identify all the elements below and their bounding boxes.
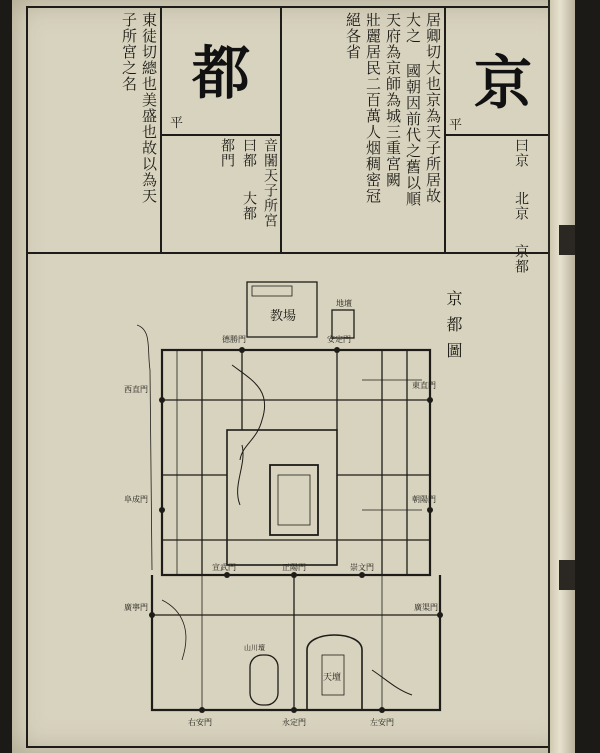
label-anding-gate: 安定門 bbox=[327, 335, 351, 344]
label-yongding-gate: 永定門 bbox=[282, 718, 306, 727]
left-headword-rule bbox=[160, 134, 280, 136]
entry-divider bbox=[280, 6, 282, 252]
reading-left-3: 都門 bbox=[219, 138, 235, 168]
label-dongzhi-gate: 東直門 bbox=[412, 381, 436, 390]
label-guangqu-gate: 廣渠門 bbox=[414, 603, 438, 612]
header-bottom-rule bbox=[26, 252, 575, 254]
map-title: 京都圖 bbox=[444, 290, 463, 368]
label-guangning-gate: 廣寧門 bbox=[124, 603, 148, 612]
label-zhengyang-gate: 正陽門 bbox=[282, 563, 306, 572]
label-temple-heaven: 天壇 bbox=[323, 673, 342, 683]
label-drill-ground: 教場 bbox=[270, 309, 297, 324]
label-zuoan-gate: 左安門 bbox=[370, 718, 394, 727]
definition-right-1: 居卿切大也京為天子所居故 bbox=[424, 12, 442, 204]
label-fucheng-gate: 阜成門 bbox=[124, 495, 148, 504]
definition-right-2: 大之 國朝因前代之舊以順 bbox=[404, 12, 422, 207]
book-spine bbox=[548, 0, 575, 753]
definition-right-5: 絕各省 bbox=[344, 12, 362, 60]
headword-jing: 京 bbox=[474, 49, 535, 117]
label-temple-agriculture: 山川壇 bbox=[244, 644, 265, 652]
reading-left-2: 曰都 大都 bbox=[241, 138, 257, 221]
definition-left-1: 東徒切總也美盛也故以為天 bbox=[140, 12, 158, 204]
label-xizhi-gate: 西直門 bbox=[124, 385, 148, 394]
reading-left-1: 音闍天子所宮 bbox=[262, 138, 278, 228]
label-youan-gate: 右安門 bbox=[188, 718, 212, 727]
forbidden-city bbox=[270, 465, 318, 535]
definition-left-2: 子所宮之名 bbox=[120, 12, 138, 92]
headword-du: 都 bbox=[192, 39, 253, 107]
right-reading-divider bbox=[444, 6, 446, 252]
label-altar: 地壇 bbox=[336, 299, 352, 308]
label-chaoyang-gate: 朝陽門 bbox=[412, 495, 436, 504]
tone-marker-right: 平 bbox=[449, 118, 463, 133]
altar-outline bbox=[332, 310, 354, 338]
label-xuanwu-gate: 宣武門 bbox=[212, 563, 236, 572]
reading-right-2: 曰京 北京 京都 bbox=[513, 138, 529, 274]
tone-marker-left: 平 bbox=[170, 116, 184, 131]
left-reading-divider bbox=[160, 6, 162, 252]
definition-right-3: 天府為京師為城三重宮闕 bbox=[384, 12, 402, 188]
definition-right-4: 壯麗居民二百萬人烟稠密冠 bbox=[364, 12, 382, 204]
outer-city-wall bbox=[152, 575, 440, 710]
book-page bbox=[12, 0, 575, 753]
label-desheng-gate: 德勝門 bbox=[222, 335, 246, 344]
temple-agriculture bbox=[250, 655, 278, 705]
beijing-city-map bbox=[122, 270, 452, 730]
label-chongwen-gate: 崇文門 bbox=[350, 563, 374, 572]
